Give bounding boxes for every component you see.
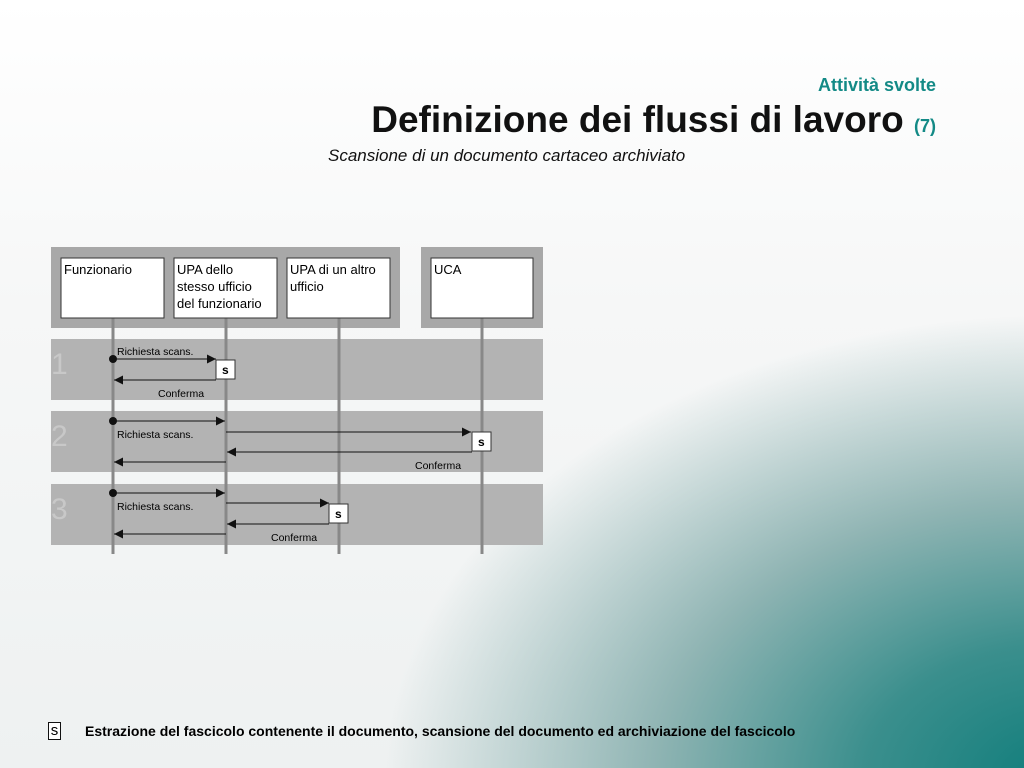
actor-label: Funzionario [64, 262, 132, 277]
actor-label: del funzionario [177, 296, 262, 311]
request-label: Richiesta scans. [117, 429, 194, 441]
actor-label: stesso ufficio [177, 279, 252, 294]
confirm-label: Conferma [271, 532, 318, 544]
footer [48, 722, 795, 740]
request-label: Richiesta scans. [117, 501, 194, 513]
step-number: 1 [51, 348, 68, 381]
confirm-label: Conferma [415, 460, 462, 472]
request-label: Richiesta scans. [117, 346, 194, 358]
actor-label: UPA di un altro [290, 262, 376, 277]
section-title: Attività svolte [817, 75, 936, 95]
actor-label: UCA [434, 262, 462, 277]
step-number: 3 [51, 493, 68, 526]
confirm-label: Conferma [158, 388, 205, 400]
page-number: (7) [914, 116, 936, 136]
scan-box-label: s [335, 507, 342, 521]
scan-box-label: s [222, 363, 229, 377]
actor-label: UPA dello [177, 262, 234, 277]
page-subtitle: Scansione di un documento cartaceo archiviato [328, 146, 686, 165]
scan-icon: s [48, 722, 61, 740]
page-title-text: Definizione dei flussi di lavoro [371, 99, 904, 140]
step-number: 2 [51, 420, 68, 453]
footer-text: Estrazione del fascicolo contenente il documento, scansione del documento ed archiviazione del fascicolo [85, 723, 796, 739]
step-band-2 [51, 411, 543, 472]
scan-box-label: s [478, 435, 485, 449]
actor-label: ufficio [290, 279, 324, 294]
